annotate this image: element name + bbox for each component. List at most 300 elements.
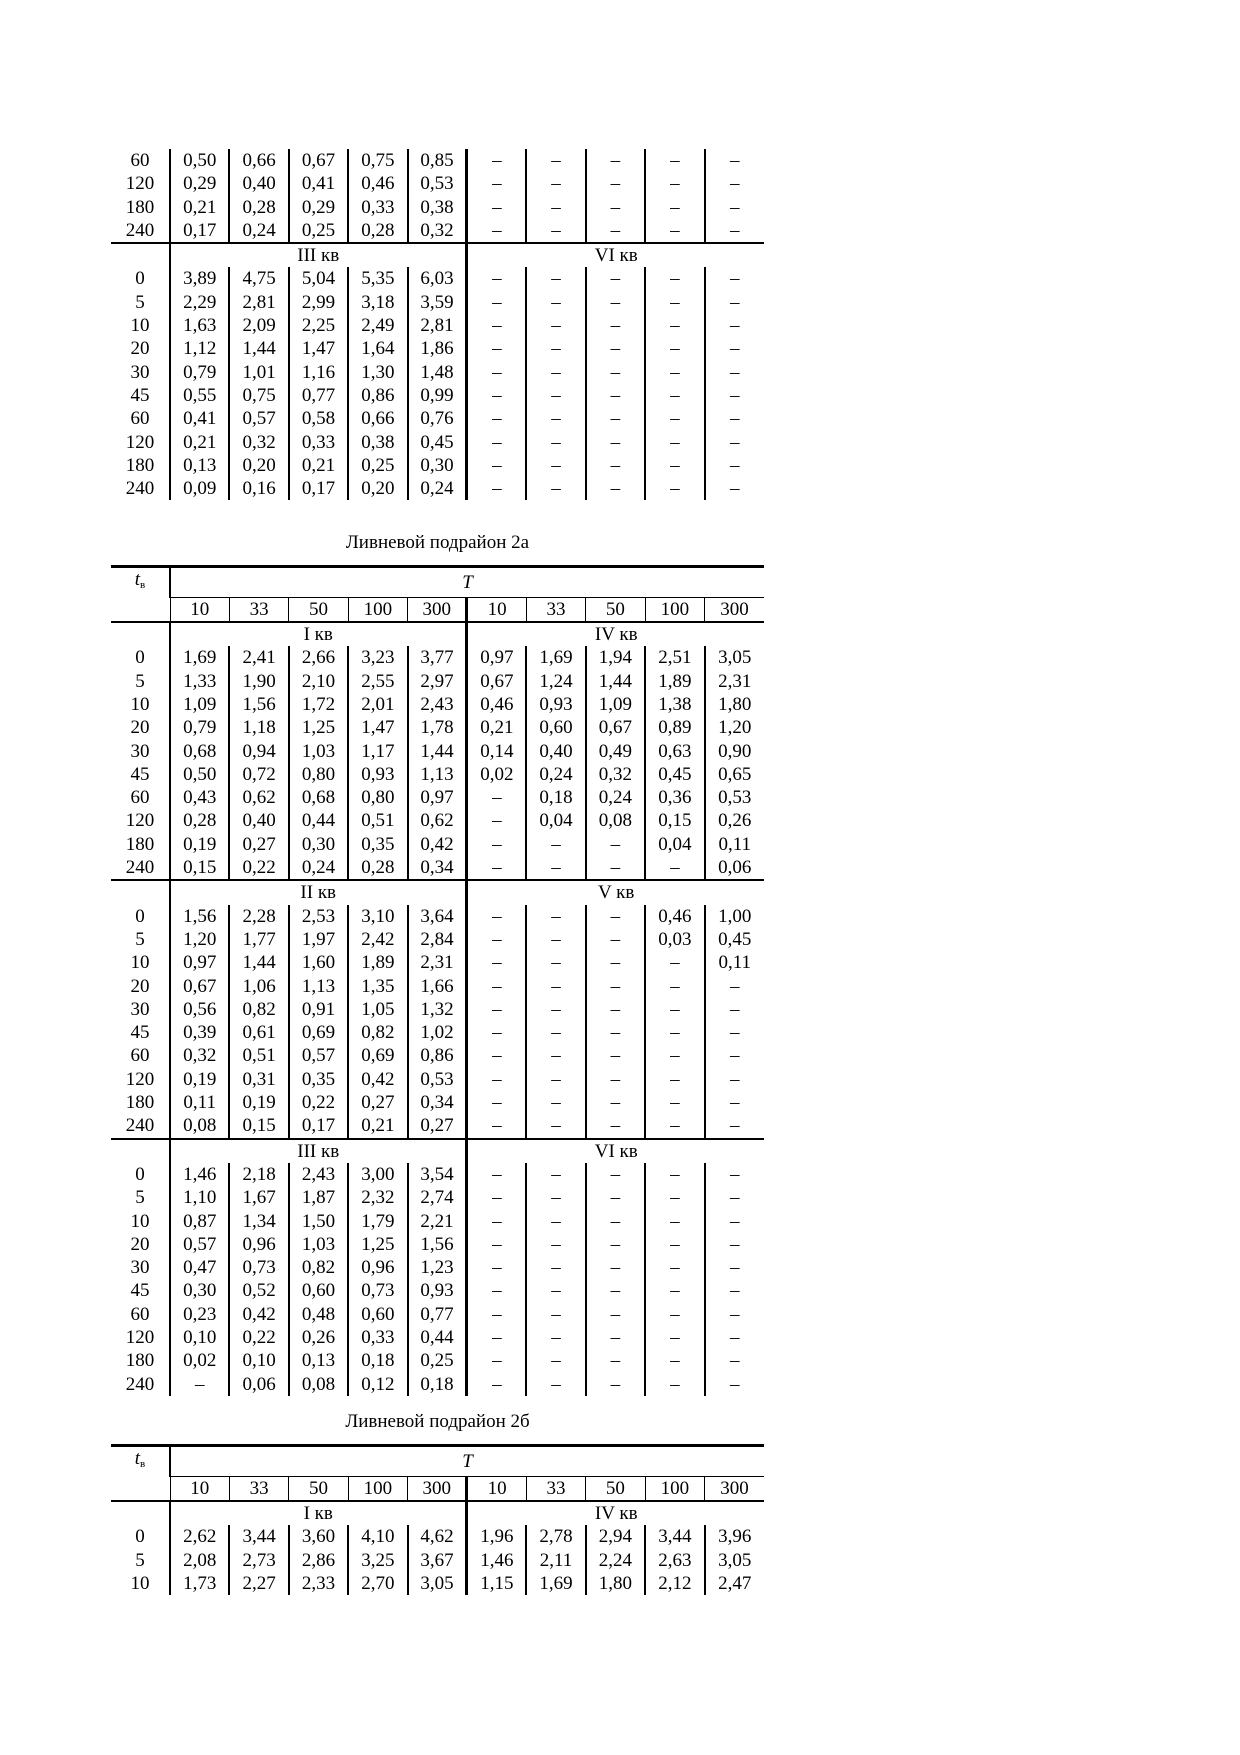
value-cell: – bbox=[467, 1256, 526, 1279]
value-cell: – bbox=[586, 337, 645, 360]
value-cell: 3,44 bbox=[229, 1525, 288, 1548]
value-cell: 1,69 bbox=[526, 646, 585, 669]
value-cell: – bbox=[526, 1163, 585, 1186]
value-cell: 3,00 bbox=[348, 1163, 407, 1186]
value-cell: 0,14 bbox=[467, 740, 526, 763]
value-cell: 2,43 bbox=[289, 1163, 348, 1186]
value-cell: 1,56 bbox=[408, 1233, 467, 1256]
value-cell: 0,82 bbox=[229, 998, 288, 1021]
table-row bbox=[111, 1549, 764, 1572]
value-cell: 1,34 bbox=[229, 1210, 288, 1233]
value-cell: 3,18 bbox=[348, 291, 407, 314]
value-cell: – bbox=[526, 975, 585, 998]
header-period-value: 10 bbox=[467, 1476, 526, 1501]
value-cell: – bbox=[586, 454, 645, 477]
duration-cell: 0 bbox=[135, 1526, 145, 1548]
duration-cell: 45 bbox=[130, 1022, 150, 1044]
table-row bbox=[111, 905, 764, 928]
duration-cell: 180 bbox=[125, 1350, 155, 1372]
quarter-label-right: VI кв bbox=[467, 1139, 764, 1163]
value-cell: – bbox=[645, 196, 704, 219]
value-cell: 1,20 bbox=[170, 928, 229, 951]
value-cell: 0,82 bbox=[348, 1021, 407, 1044]
value-cell: 0,27 bbox=[408, 1114, 467, 1138]
value-cell: – bbox=[586, 998, 645, 1021]
table-row bbox=[111, 149, 764, 172]
header-period-value: 33 bbox=[526, 1476, 585, 1501]
value-cell: 4,62 bbox=[408, 1525, 467, 1548]
header-period-value: 300 bbox=[408, 1476, 467, 1501]
table-row bbox=[111, 786, 764, 809]
value-cell: 1,09 bbox=[170, 693, 229, 716]
quarter-label-left: I кв bbox=[170, 1501, 467, 1525]
value-cell: 0,29 bbox=[170, 172, 229, 195]
header-period-value: 100 bbox=[645, 597, 704, 622]
value-cell: 0,03 bbox=[645, 928, 704, 951]
value-cell: 2,27 bbox=[229, 1572, 288, 1595]
header-tv-label bbox=[111, 567, 170, 598]
value-cell: 3,23 bbox=[348, 646, 407, 669]
value-cell: 1,01 bbox=[229, 361, 288, 384]
value-cell: 0,19 bbox=[170, 833, 229, 856]
duration-cell: 5 bbox=[135, 1187, 145, 1209]
value-cell: – bbox=[645, 454, 704, 477]
value-cell: 0,21 bbox=[289, 454, 348, 477]
table-row bbox=[111, 716, 764, 739]
value-cell: 5,35 bbox=[348, 267, 407, 290]
value-cell: 1,38 bbox=[645, 693, 704, 716]
value-cell: 0,96 bbox=[229, 1233, 288, 1256]
duration-cell: 30 bbox=[130, 1257, 150, 1279]
table-row bbox=[111, 646, 764, 669]
section-header-blank bbox=[111, 1139, 170, 1163]
value-cell: – bbox=[586, 1279, 645, 1302]
duration-cell: 180 bbox=[125, 454, 155, 476]
value-cell: 0,28 bbox=[170, 809, 229, 832]
value-cell: – bbox=[645, 337, 704, 360]
header-period-value: 50 bbox=[586, 597, 645, 622]
value-cell: 1,69 bbox=[526, 1572, 585, 1595]
value-cell: 0,26 bbox=[705, 809, 764, 832]
value-cell: 0,86 bbox=[348, 384, 407, 407]
table-row bbox=[111, 361, 764, 384]
quarter-label-right: V кв bbox=[467, 880, 764, 904]
value-cell: 1,00 bbox=[705, 905, 764, 928]
value-cell: – bbox=[526, 1326, 585, 1349]
value-cell: 0,33 bbox=[348, 1326, 407, 1349]
value-cell: 0,97 bbox=[170, 951, 229, 974]
value-cell: – bbox=[705, 337, 764, 360]
value-cell: – bbox=[526, 1044, 585, 1067]
table-row bbox=[111, 1525, 764, 1548]
value-cell: – bbox=[467, 267, 526, 290]
table-row bbox=[111, 928, 764, 951]
value-cell: 0,11 bbox=[705, 833, 764, 856]
value-cell: – bbox=[586, 1091, 645, 1114]
value-cell: 0,94 bbox=[229, 740, 288, 763]
header-period-value: 100 bbox=[348, 597, 407, 622]
value-cell: 0,24 bbox=[289, 856, 348, 880]
value-cell: – bbox=[526, 1279, 585, 1302]
value-cell: 1,47 bbox=[289, 337, 348, 360]
value-cell: 1,48 bbox=[408, 361, 467, 384]
value-cell: – bbox=[586, 1044, 645, 1067]
value-cell: 3,44 bbox=[645, 1525, 704, 1548]
value-cell: 1,64 bbox=[348, 337, 407, 360]
value-cell: – bbox=[705, 384, 764, 407]
value-cell: – bbox=[645, 1068, 704, 1091]
value-cell: 0,04 bbox=[645, 833, 704, 856]
duration-cell: 10 bbox=[130, 315, 150, 337]
value-cell: 0,22 bbox=[289, 1091, 348, 1114]
value-cell: – bbox=[467, 1091, 526, 1114]
value-cell: 2,31 bbox=[705, 670, 764, 693]
value-cell: 0,87 bbox=[170, 1210, 229, 1233]
value-cell: 0,10 bbox=[229, 1349, 288, 1372]
value-cell: – bbox=[467, 786, 526, 809]
tv-subscript: в bbox=[140, 579, 146, 591]
value-cell: 0,68 bbox=[289, 786, 348, 809]
value-cell: 2,55 bbox=[348, 670, 407, 693]
value-cell: – bbox=[526, 314, 585, 337]
value-cell: 1,87 bbox=[289, 1186, 348, 1209]
value-cell: – bbox=[645, 1210, 704, 1233]
subregion-2a-title: Ливневой подрайон 2а bbox=[345, 532, 530, 553]
value-cell: 2,10 bbox=[289, 670, 348, 693]
duration-cell: 10 bbox=[130, 1210, 150, 1232]
value-cell: 0,97 bbox=[467, 646, 526, 669]
value-cell: – bbox=[586, 856, 645, 880]
value-cell: – bbox=[526, 1373, 585, 1396]
value-cell: 1,90 bbox=[229, 670, 288, 693]
value-cell: – bbox=[705, 454, 764, 477]
quarter-label-left: III кв bbox=[170, 243, 467, 267]
duration-cell: 60 bbox=[130, 787, 150, 809]
value-cell: 2,08 bbox=[170, 1549, 229, 1572]
value-cell: 0,12 bbox=[348, 1373, 407, 1396]
value-cell: 3,60 bbox=[289, 1525, 348, 1548]
value-cell: 2,81 bbox=[408, 314, 467, 337]
value-cell: – bbox=[586, 149, 645, 172]
value-cell: 0,18 bbox=[408, 1373, 467, 1396]
value-cell: – bbox=[467, 407, 526, 430]
value-cell: 2,24 bbox=[586, 1549, 645, 1572]
duration-cell: 180 bbox=[125, 196, 155, 218]
value-cell: 0,28 bbox=[348, 856, 407, 880]
section-header-row bbox=[111, 243, 764, 267]
value-cell: 1,32 bbox=[408, 998, 467, 1021]
value-cell: 0,29 bbox=[289, 196, 348, 219]
duration-cell: 20 bbox=[130, 717, 150, 739]
value-cell: 2,33 bbox=[289, 1572, 348, 1595]
value-cell: 0,21 bbox=[467, 716, 526, 739]
value-cell: 1,79 bbox=[348, 1210, 407, 1233]
duration-cell: 10 bbox=[130, 693, 150, 715]
value-cell: – bbox=[705, 1210, 764, 1233]
header-period-value: 33 bbox=[229, 597, 288, 622]
section-header-blank bbox=[111, 243, 170, 267]
value-cell: 0,50 bbox=[170, 763, 229, 786]
value-cell: – bbox=[467, 928, 526, 951]
value-cell: 0,41 bbox=[289, 172, 348, 195]
table-row bbox=[111, 1021, 764, 1044]
duration-cell: 120 bbox=[125, 173, 155, 195]
value-cell: – bbox=[586, 219, 645, 243]
section-header-row bbox=[111, 1139, 764, 1163]
value-cell: 0,13 bbox=[170, 454, 229, 477]
duration-cell: 20 bbox=[130, 338, 150, 360]
value-cell: 0,66 bbox=[229, 149, 288, 172]
value-cell: 2,84 bbox=[408, 928, 467, 951]
duration-cell: 45 bbox=[130, 763, 150, 785]
value-cell: – bbox=[645, 1091, 704, 1114]
duration-cell: 30 bbox=[130, 998, 150, 1020]
value-cell: 2,42 bbox=[348, 928, 407, 951]
value-cell: – bbox=[467, 1233, 526, 1256]
value-cell: – bbox=[705, 1279, 764, 1302]
value-cell: 0,24 bbox=[586, 786, 645, 809]
value-cell: – bbox=[526, 1233, 585, 1256]
value-cell: 3,10 bbox=[348, 905, 407, 928]
duration-cell: 60 bbox=[130, 1045, 150, 1067]
duration-cell: 120 bbox=[125, 810, 155, 832]
table-row bbox=[111, 196, 764, 219]
header-period-label: T bbox=[170, 567, 764, 598]
value-cell: – bbox=[467, 809, 526, 832]
value-cell: 0,52 bbox=[229, 1279, 288, 1302]
table-row bbox=[111, 951, 764, 974]
value-cell: – bbox=[586, 267, 645, 290]
table-row bbox=[111, 670, 764, 693]
value-cell: 2,18 bbox=[229, 1163, 288, 1186]
value-cell: – bbox=[705, 149, 764, 172]
value-cell: 0,41 bbox=[170, 407, 229, 430]
value-cell: 0,16 bbox=[229, 477, 288, 500]
value-cell: – bbox=[526, 1091, 585, 1114]
value-cell: 0,21 bbox=[170, 431, 229, 454]
value-cell: 0,17 bbox=[170, 219, 229, 243]
value-cell: 1,69 bbox=[170, 646, 229, 669]
value-cell: 0,24 bbox=[229, 219, 288, 243]
value-cell: 0,73 bbox=[348, 1279, 407, 1302]
value-cell: – bbox=[705, 431, 764, 454]
value-cell: 0,53 bbox=[408, 1068, 467, 1091]
value-cell: – bbox=[586, 975, 645, 998]
duration-cell: 60 bbox=[130, 408, 150, 430]
value-cell: – bbox=[645, 1163, 704, 1186]
header-period-value: 33 bbox=[229, 1476, 288, 1501]
value-cell: – bbox=[586, 905, 645, 928]
section-header-row bbox=[111, 622, 764, 646]
value-cell: 1,25 bbox=[289, 716, 348, 739]
header-period-value: 300 bbox=[705, 1476, 764, 1501]
value-cell: – bbox=[645, 219, 704, 243]
value-cell: – bbox=[526, 196, 585, 219]
value-cell: – bbox=[526, 1186, 585, 1209]
value-cell: 0,45 bbox=[645, 763, 704, 786]
table-row bbox=[111, 1044, 764, 1067]
value-cell: – bbox=[645, 291, 704, 314]
value-cell: – bbox=[586, 431, 645, 454]
value-cell: 1,44 bbox=[586, 670, 645, 693]
table-row bbox=[111, 809, 764, 832]
value-cell: 3,96 bbox=[705, 1525, 764, 1548]
duration-cell: 60 bbox=[130, 150, 150, 171]
value-cell: 0,53 bbox=[408, 172, 467, 195]
value-cell: – bbox=[586, 1021, 645, 1044]
value-cell: 0,25 bbox=[289, 219, 348, 243]
duration-cell: 20 bbox=[130, 975, 150, 997]
value-cell: – bbox=[705, 314, 764, 337]
table-row bbox=[111, 314, 764, 337]
value-cell: 0,15 bbox=[229, 1114, 288, 1138]
value-cell: 0,40 bbox=[229, 172, 288, 195]
value-cell: 0,18 bbox=[526, 786, 585, 809]
value-cell: 0,33 bbox=[348, 196, 407, 219]
value-cell: – bbox=[526, 337, 585, 360]
quarter-label-right: VI кв bbox=[467, 243, 764, 267]
value-cell: 1,66 bbox=[408, 975, 467, 998]
value-cell: 0,02 bbox=[467, 763, 526, 786]
value-cell: 0,79 bbox=[170, 716, 229, 739]
value-cell: 3,89 bbox=[170, 267, 229, 290]
value-cell: 6,03 bbox=[408, 267, 467, 290]
value-cell: – bbox=[705, 267, 764, 290]
table-row bbox=[111, 219, 764, 243]
value-cell: 0,47 bbox=[170, 1256, 229, 1279]
value-cell: 2,81 bbox=[229, 291, 288, 314]
value-cell: – bbox=[645, 998, 704, 1021]
value-cell: 0,60 bbox=[289, 1279, 348, 1302]
value-cell: – bbox=[586, 1256, 645, 1279]
value-cell: 2,51 bbox=[645, 646, 704, 669]
value-cell: 0,02 bbox=[170, 1349, 229, 1372]
value-cell: – bbox=[526, 384, 585, 407]
value-cell: 2,70 bbox=[348, 1572, 407, 1595]
value-cell: – bbox=[586, 314, 645, 337]
subregion-2b-title: Ливневой подрайон 2б bbox=[345, 1411, 530, 1432]
value-cell: 0,55 bbox=[170, 384, 229, 407]
value-cell: 0,66 bbox=[348, 407, 407, 430]
table-continued bbox=[111, 149, 764, 500]
section-header-blank bbox=[111, 880, 170, 904]
value-cell: – bbox=[645, 1186, 704, 1209]
value-cell: – bbox=[586, 1210, 645, 1233]
value-cell: 4,10 bbox=[348, 1525, 407, 1548]
value-cell: – bbox=[526, 431, 585, 454]
data-table bbox=[111, 1444, 764, 1595]
value-cell: 0,15 bbox=[170, 856, 229, 880]
value-cell: – bbox=[705, 219, 764, 243]
value-cell: – bbox=[526, 407, 585, 430]
value-cell: 1,12 bbox=[170, 337, 229, 360]
duration-cell: 20 bbox=[130, 1233, 150, 1255]
value-cell: 0,63 bbox=[645, 740, 704, 763]
value-cell: 1,73 bbox=[170, 1572, 229, 1595]
value-cell: – bbox=[705, 1326, 764, 1349]
quarter-label-right: IV кв bbox=[467, 1501, 764, 1525]
value-cell: – bbox=[705, 1068, 764, 1091]
duration-cell: 240 bbox=[125, 1115, 155, 1137]
value-cell: 0,30 bbox=[408, 454, 467, 477]
duration-cell: 10 bbox=[130, 1572, 150, 1594]
value-cell: 0,65 bbox=[705, 763, 764, 786]
section-header-row bbox=[111, 1501, 764, 1525]
value-cell: – bbox=[705, 975, 764, 998]
value-cell: 1,80 bbox=[586, 1572, 645, 1595]
value-cell: 2,49 bbox=[348, 314, 407, 337]
value-cell: 1,67 bbox=[229, 1186, 288, 1209]
value-cell: 2,73 bbox=[229, 1549, 288, 1572]
value-cell: 0,62 bbox=[408, 809, 467, 832]
value-cell: 0,75 bbox=[348, 149, 407, 172]
value-cell: 1,86 bbox=[408, 337, 467, 360]
value-cell: 0,08 bbox=[586, 809, 645, 832]
value-cell: 0,69 bbox=[348, 1044, 407, 1067]
value-cell: – bbox=[526, 951, 585, 974]
value-cell: 0,77 bbox=[289, 384, 348, 407]
value-cell: 0,85 bbox=[408, 149, 467, 172]
value-cell: – bbox=[586, 1349, 645, 1372]
value-cell: 0,89 bbox=[645, 716, 704, 739]
value-cell: – bbox=[467, 384, 526, 407]
value-cell: 0,25 bbox=[408, 1349, 467, 1372]
value-cell: – bbox=[526, 149, 585, 172]
value-cell: – bbox=[467, 172, 526, 195]
duration-cell: 180 bbox=[125, 1092, 155, 1114]
table-row bbox=[111, 431, 764, 454]
value-cell: – bbox=[705, 1091, 764, 1114]
value-cell: 1,60 bbox=[289, 951, 348, 974]
value-cell: 0,09 bbox=[170, 477, 229, 500]
duration-cell: 120 bbox=[125, 431, 155, 453]
header-tv-label bbox=[111, 1446, 170, 1477]
value-cell: – bbox=[467, 1163, 526, 1186]
value-cell: – bbox=[645, 1279, 704, 1302]
value-cell: – bbox=[467, 477, 526, 500]
table-row bbox=[111, 763, 764, 786]
value-cell: 3,54 bbox=[408, 1163, 467, 1186]
value-cell: 0,60 bbox=[348, 1303, 407, 1326]
value-cell: 1,03 bbox=[289, 1233, 348, 1256]
value-cell: 1,15 bbox=[467, 1572, 526, 1595]
value-cell: 0,57 bbox=[229, 407, 288, 430]
value-cell: – bbox=[586, 384, 645, 407]
duration-cell: 10 bbox=[130, 952, 150, 974]
value-cell: 2,29 bbox=[170, 291, 229, 314]
value-cell: 0,48 bbox=[289, 1303, 348, 1326]
value-cell: 1,44 bbox=[229, 951, 288, 974]
value-cell: – bbox=[526, 172, 585, 195]
value-cell: 0,51 bbox=[229, 1044, 288, 1067]
header-period-value: 300 bbox=[408, 597, 467, 622]
table-row bbox=[111, 1326, 764, 1349]
value-cell: 3,05 bbox=[408, 1572, 467, 1595]
value-cell: 0,21 bbox=[170, 196, 229, 219]
table-row bbox=[111, 1303, 764, 1326]
value-cell: 0,24 bbox=[408, 477, 467, 500]
value-cell: 0,21 bbox=[348, 1114, 407, 1138]
value-cell: – bbox=[467, 1373, 526, 1396]
value-cell: 0,31 bbox=[229, 1068, 288, 1091]
value-cell: – bbox=[586, 833, 645, 856]
header-period-value: 10 bbox=[170, 1476, 229, 1501]
header-period-value: 100 bbox=[645, 1476, 704, 1501]
value-cell: – bbox=[526, 1210, 585, 1233]
duration-cell: 0 bbox=[135, 647, 145, 669]
value-cell: 0,35 bbox=[289, 1068, 348, 1091]
value-cell: – bbox=[645, 431, 704, 454]
